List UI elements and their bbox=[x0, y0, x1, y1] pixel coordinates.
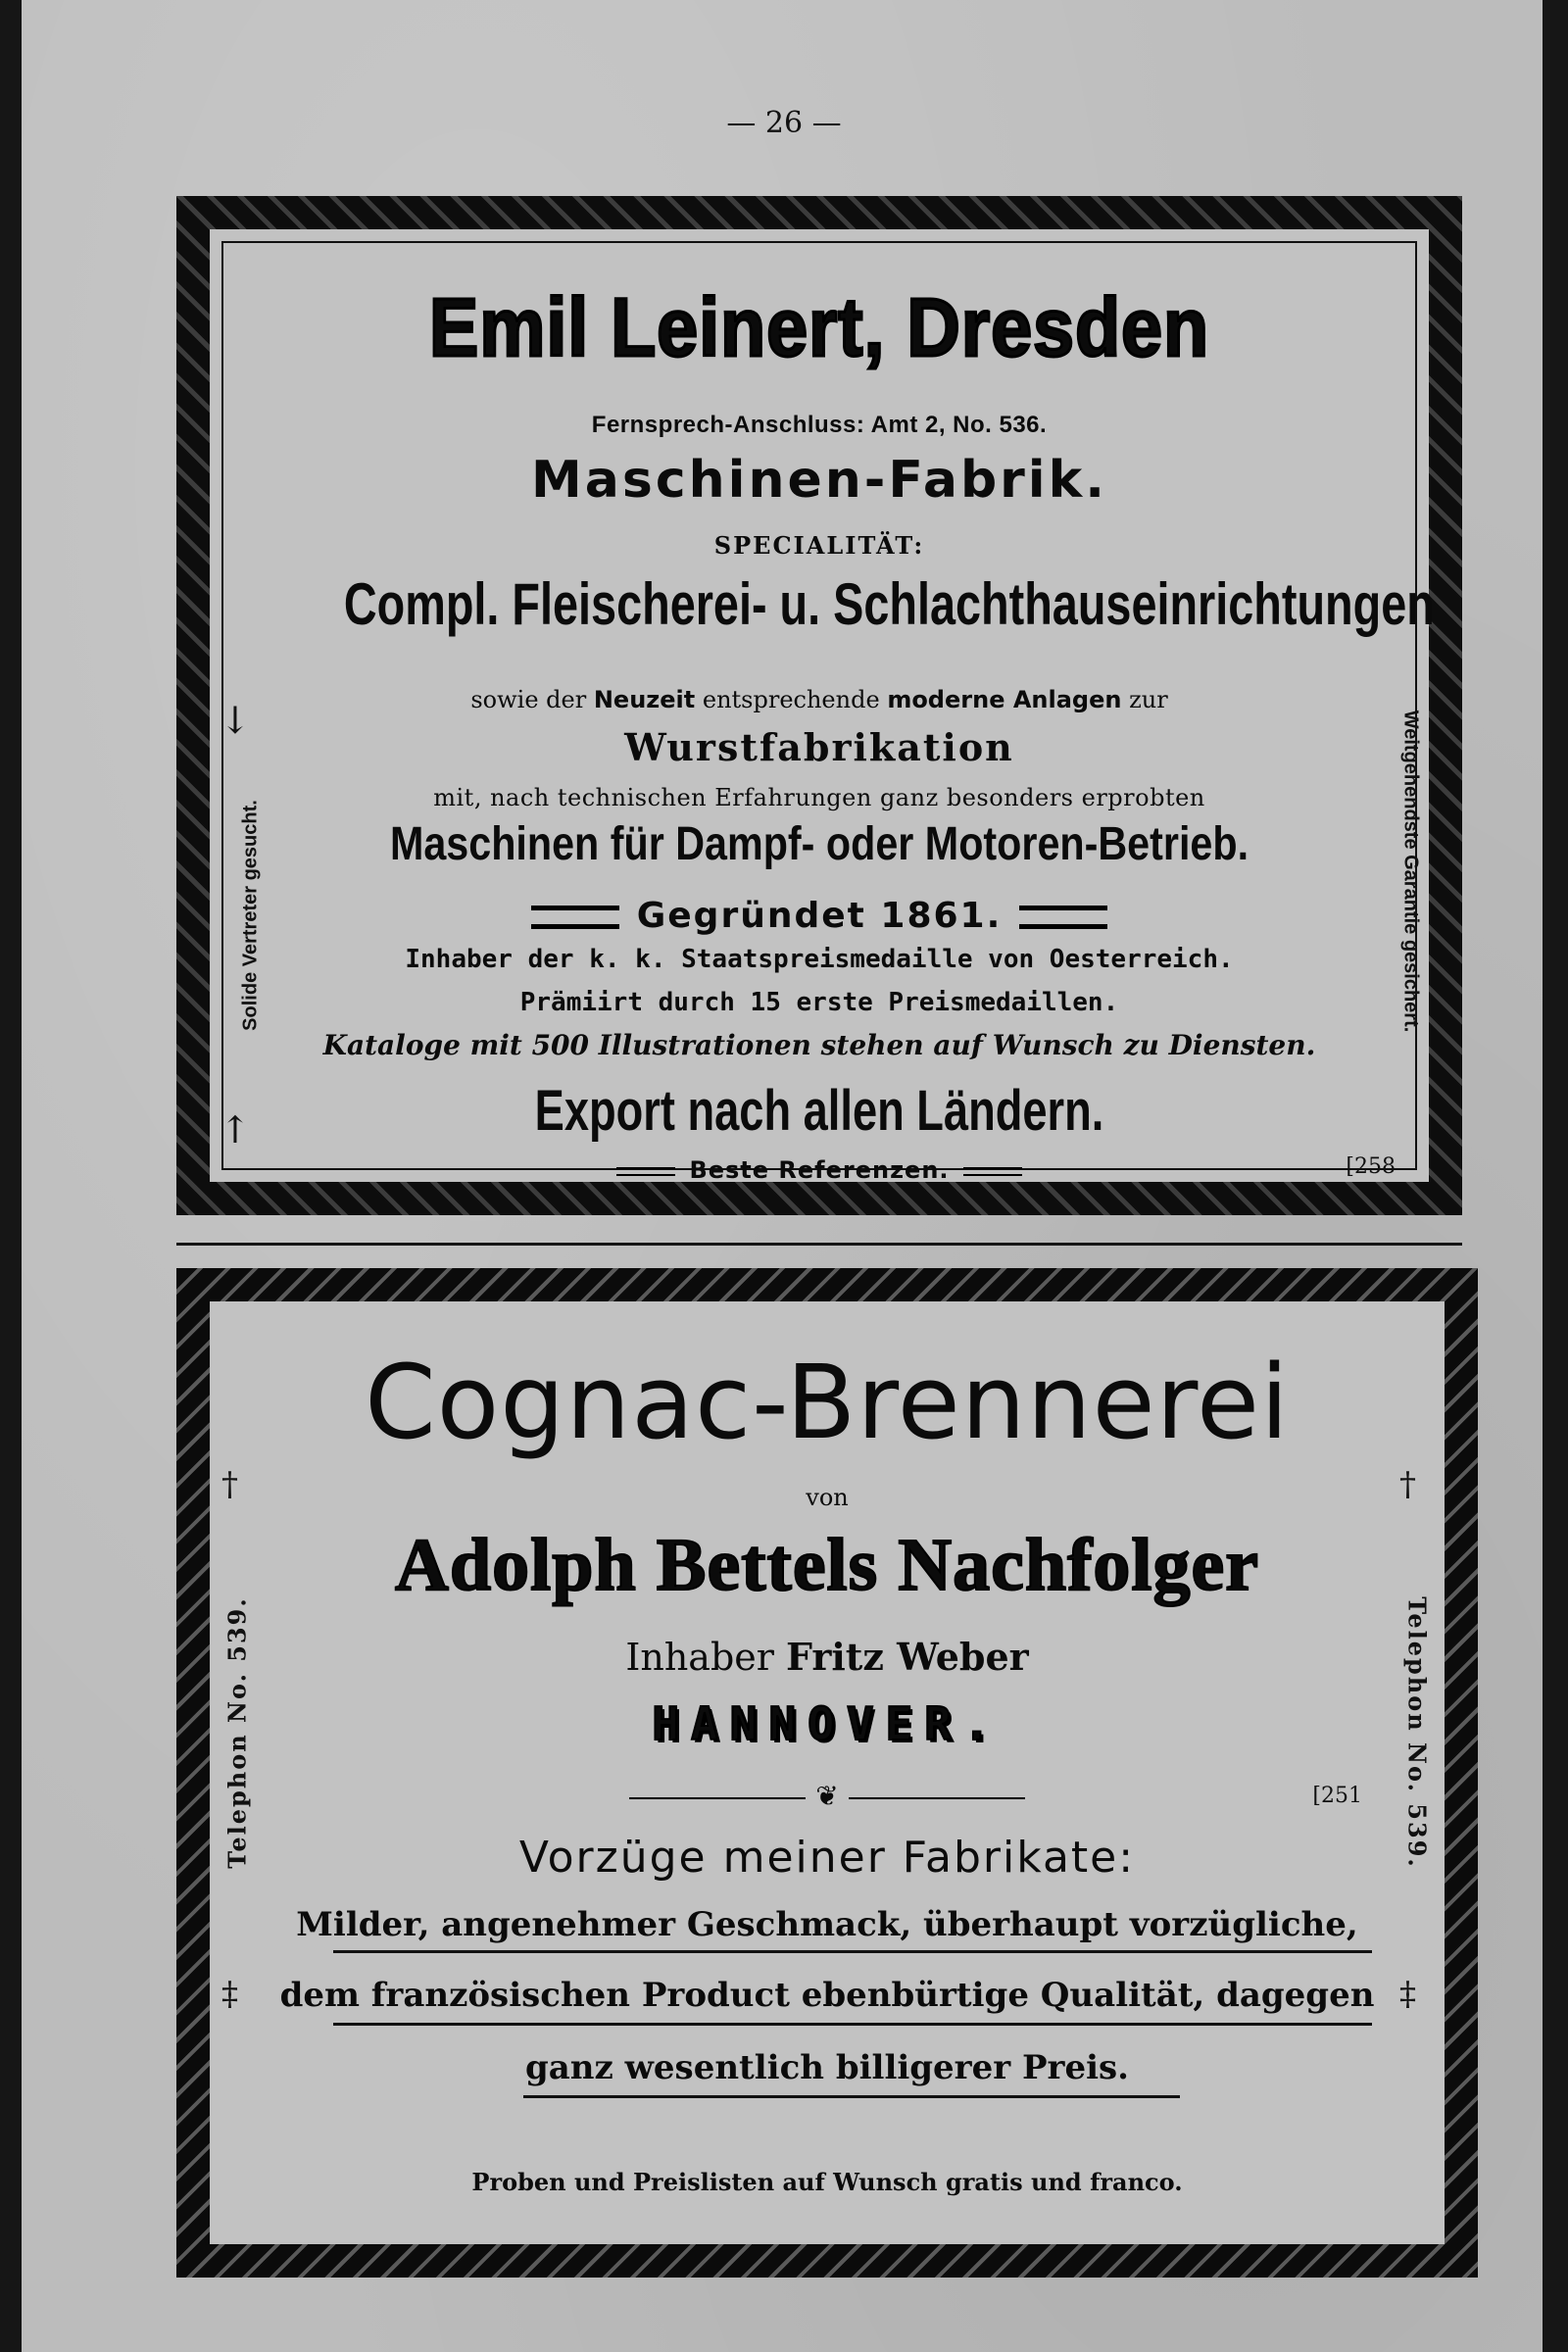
ad2-von: von bbox=[806, 1484, 849, 1511]
ad2-line1: Milder, angenehmer Geschmack, überhaupt vorzügliche, bbox=[296, 1905, 1358, 1944]
ad1-sowie-b2: moderne Anlagen bbox=[887, 686, 1122, 713]
ad2-line3: ganz wesentlich billigerer Preis. bbox=[524, 2048, 1129, 2087]
ad2-title: Cognac-Brennerei bbox=[365, 1343, 1290, 1462]
ad2-line2: dem französischen Product ebenbürtige Qualität, dagegen bbox=[279, 1976, 1375, 2015]
ad1-sowie-line bbox=[210, 686, 1429, 713]
ad2-company: Adolph Bettels Nachfolger bbox=[394, 1524, 1260, 1606]
dagger-ornament-icon: ‡ bbox=[221, 1975, 238, 2014]
ad1-export: Export nach allen Ländern. bbox=[534, 1079, 1104, 1143]
ad1-maschinen: Maschinen für Dampf- oder Motoren-Betrieb. bbox=[389, 818, 1250, 870]
ad1-award: Inhaber der k. k. Staatspreismedaille von Oesterreich. bbox=[405, 945, 1234, 974]
ornament-rule-left bbox=[629, 1797, 806, 1799]
ad2-ornament-line bbox=[210, 1780, 1445, 1812]
page-number: — 26 — bbox=[726, 106, 842, 140]
ad2-owner-line bbox=[210, 1635, 1445, 1679]
ad1-founded: Gegründet 1861. bbox=[636, 896, 1003, 936]
ad1-references: Beste Referenzen. bbox=[689, 1156, 950, 1184]
ad1-title: Emil Leinert, Dresden bbox=[428, 281, 1210, 373]
underline-2 bbox=[333, 2023, 1372, 2026]
decorative-bar-right bbox=[1019, 906, 1107, 929]
ad2-city: HANNOVER. bbox=[652, 1697, 1003, 1750]
ad1-founded-line bbox=[210, 896, 1429, 936]
ad2-headline: Vorzüge meiner Fabrikate: bbox=[518, 1833, 1136, 1883]
ad1-speciality: Compl. Fleischerei- u. Schlachthauseinrichtungen bbox=[343, 571, 1435, 637]
underline-3 bbox=[523, 2095, 1180, 2098]
ad1-code: [258 bbox=[1346, 1154, 1396, 1179]
dagger-ornament-icon: † bbox=[221, 1465, 238, 1504]
ad2-footer: Proben und Preislisten auf Wunsch gratis und franco. bbox=[471, 2168, 1183, 2196]
decorative-bar-left bbox=[531, 906, 619, 929]
arrow-down-icon: ↓ bbox=[220, 699, 251, 742]
flourish-icon: ❦ bbox=[815, 1780, 839, 1812]
ad1-phone: Fernsprech-Anschluss: Amt 2, No. 536. bbox=[591, 412, 1048, 438]
ad1-left-margin bbox=[227, 229, 274, 1209]
ad1-sowie-b1: Neuzeit bbox=[593, 686, 696, 713]
ad1-right-side-text: Weitgehendste Garantie gesichert. bbox=[1399, 710, 1422, 1033]
ad2-owner: Fritz Weber bbox=[786, 1635, 1029, 1679]
underline-1 bbox=[333, 1950, 1372, 1953]
ad1-sowie-mid: entsprechende bbox=[702, 686, 880, 713]
ad2-owner-label: Inhaber bbox=[625, 1636, 774, 1679]
dagger-ornament-icon: ‡ bbox=[1399, 1975, 1416, 2014]
decorative-rule-right bbox=[963, 1167, 1022, 1176]
ad1-speciality-label: SPECIALITÄT: bbox=[713, 531, 925, 560]
ad1-sowie-post: zur bbox=[1129, 686, 1168, 713]
ad1-mit-line: mit, nach technischen Erfahrungen ganz besonders erprobten bbox=[433, 784, 1205, 811]
decorative-rule-left bbox=[616, 1167, 675, 1176]
ad1-references-line bbox=[210, 1156, 1429, 1184]
ad2-right-side-text: Telephon No. 539. bbox=[1402, 1596, 1432, 1869]
section-divider bbox=[176, 1243, 1462, 1246]
ad1-wurstfabrikation: Wurstfabrikation bbox=[624, 725, 1014, 769]
ad1-business: Maschinen-Fabrik. bbox=[531, 451, 1107, 510]
advertisement-emil-leinert bbox=[176, 196, 1462, 1215]
ad1-catalogue: Kataloge mit 500 Illustrationen stehen auf Wunsch zu Diensten. bbox=[322, 1029, 1316, 1061]
ad2-code: [251 bbox=[1312, 1784, 1362, 1808]
dagger-ornament-icon: † bbox=[1399, 1465, 1416, 1504]
ad1-sowie-pre: sowie der bbox=[470, 686, 587, 713]
ornament-rule-right bbox=[849, 1797, 1025, 1799]
advertisement-cognac-brennerei bbox=[176, 1268, 1478, 2278]
ad1-medals: Prämiirt durch 15 erste Preismedaillen. bbox=[519, 988, 1119, 1017]
arrow-up-icon: ↑ bbox=[220, 1108, 251, 1152]
ad2-left-side-text: Telephon No. 539. bbox=[222, 1596, 252, 1869]
ad1-left-side-text: Solide Vertreter gesucht. bbox=[239, 800, 262, 1031]
